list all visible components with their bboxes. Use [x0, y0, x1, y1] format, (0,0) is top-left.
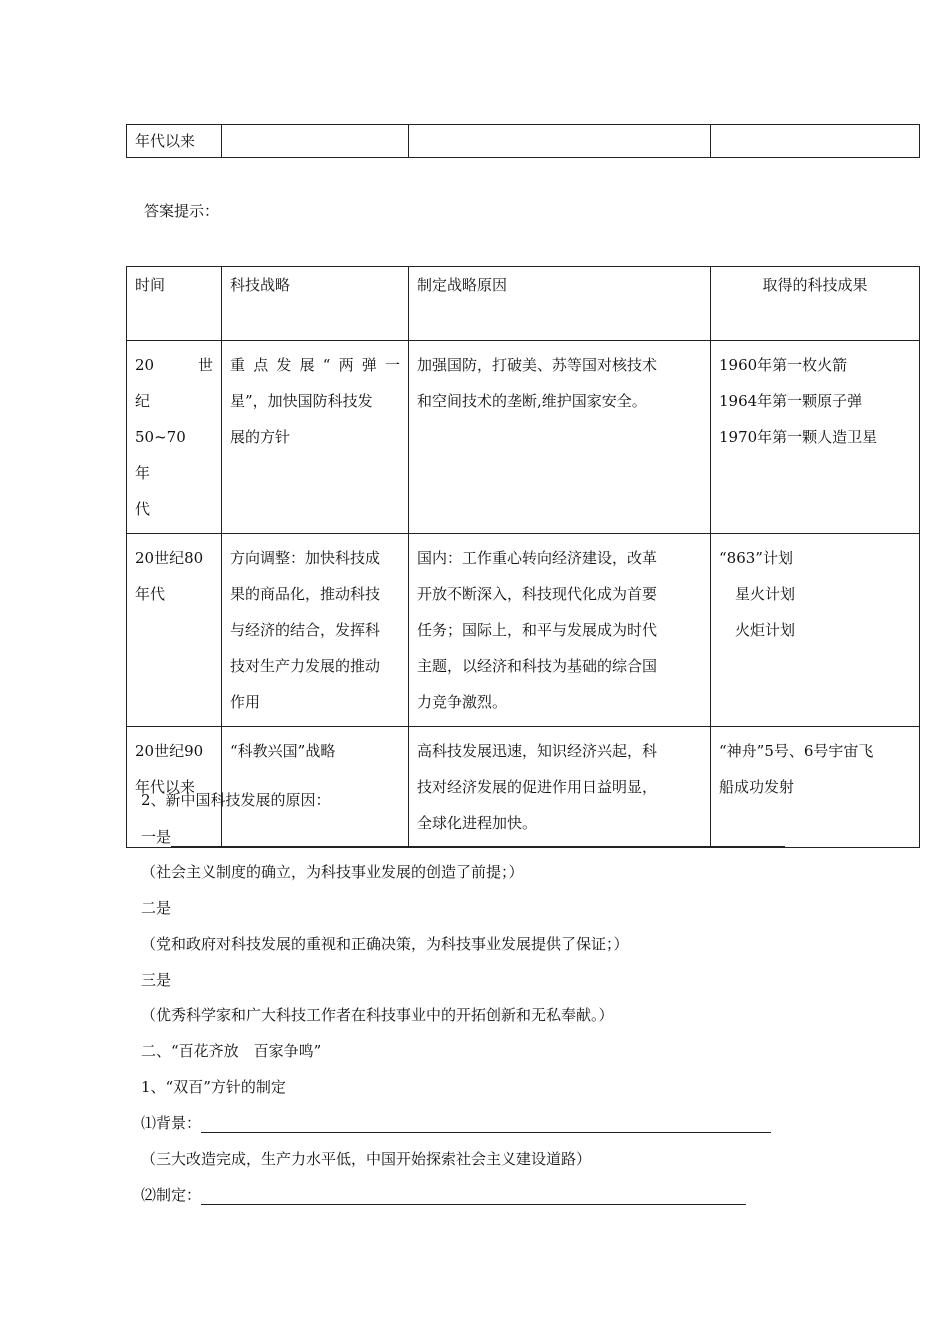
cell-line: 主题，以经济和科技为基础的综合国: [417, 657, 658, 675]
cell-line: 年代: [135, 585, 166, 603]
table-row: [127, 125, 920, 158]
cell-line: 高科技发展迅速，知识经济兴起，科: [417, 742, 658, 760]
table-row: [127, 534, 920, 727]
cell-line: 50~70 年: [135, 428, 201, 482]
line-label: ⑴背景：: [141, 1114, 202, 1132]
cell-achievements: [711, 341, 920, 534]
cell-line: 1960年第一枚火箭: [719, 356, 848, 374]
cell-line: 技对生产力发展的推动: [230, 657, 381, 675]
line-label: 一是: [141, 828, 172, 846]
cell-line: 年代以来: [135, 778, 196, 796]
fill-line-label: 三是: [141, 971, 172, 989]
answer-blank[interactable]: [201, 1188, 746, 1205]
answer-hint: （社会主义制度的确立，为科技事业发展的创造了前提；）: [141, 863, 524, 881]
table-cell: [222, 125, 409, 158]
cell-line: 作用: [230, 693, 261, 711]
cell-line: 和空间技术的垄断,维护国家安全。: [417, 392, 647, 410]
cell-line: “神舟”5号、6号宇宙飞: [719, 742, 874, 760]
table-cell: 年代以来: [127, 125, 222, 158]
answer-hint: （优秀科学家和广大科技工作者在科技事业中的开拓创新和无私奉献。）: [141, 1006, 614, 1024]
cell-line: 任务；国际上，和平与发展成为时代: [417, 621, 658, 639]
section-heading: 2、新中国科技发展的原因：: [141, 791, 331, 809]
cell-line: 星”，加快国防科技发: [230, 392, 373, 410]
cell-line: 1964年第一颗原子弹: [719, 392, 863, 410]
table-row: [127, 341, 920, 534]
cell-strategy: [222, 341, 409, 534]
cell-line: “科教兴国”战略: [230, 742, 336, 760]
cell-line: 20 世 纪: [135, 356, 229, 410]
table-cell: [409, 125, 711, 158]
cell-line: 开放不断深入，科技现代化成为首要: [417, 585, 658, 603]
cell-line: 星火计划: [735, 585, 796, 603]
fill-line: [141, 827, 785, 847]
section-heading: 二、“百花齐放 百家争鸣”: [141, 1042, 322, 1060]
answer-table: [126, 266, 920, 848]
table-cell: [711, 125, 920, 158]
cell-reason: [409, 534, 711, 727]
cell-line: 与经济的结合，发挥科: [230, 621, 381, 639]
answer-hint: （三大改造完成，生产力水平低，中国开始探索社会主义建设道路）: [141, 1150, 592, 1168]
cell-line: 代: [135, 500, 151, 518]
cell-line: 重点发展“两弹一: [230, 356, 400, 374]
header-strategy: 科技战略: [222, 267, 409, 341]
previous-table-fragment: [126, 124, 920, 158]
answer-blank[interactable]: [201, 1116, 771, 1133]
header-reason: 制定战略原因: [409, 267, 711, 341]
answer-label: 答案提示：: [144, 202, 220, 220]
cell-line: 国内：工作重心转向经济建设，改革: [417, 549, 658, 567]
cell-line: 船成功发射: [719, 778, 795, 796]
line-label: ⑵制定：: [141, 1186, 202, 1204]
cell-line: 展的方针: [230, 428, 291, 446]
cell-achievements: [711, 534, 920, 727]
fill-line-label: 二是: [141, 899, 172, 917]
cell-time: [127, 534, 222, 727]
cell-line: 20世纪90: [135, 742, 204, 760]
header-achievements: 取得的科技成果: [711, 267, 920, 341]
subsection-heading: 1、“双百”方针的制定: [141, 1078, 286, 1096]
cell-line: 火炬计划: [735, 621, 796, 639]
cell-line: 20世纪80: [135, 549, 204, 567]
cell-strategy: [222, 534, 409, 727]
fill-line: [141, 1113, 771, 1133]
cell-line: 技对经济发展的促进作用日益明显，: [417, 778, 658, 796]
fill-line: [141, 1185, 746, 1205]
table-header-row: [127, 267, 920, 341]
answer-hint: （党和政府对科技发展的重视和正确决策，为科技事业发展提供了保证；）: [141, 935, 629, 953]
cell-line: 加强国防，打破美、苏等国对核技术: [417, 356, 658, 374]
cell-line: “863”计划: [719, 549, 793, 567]
cell-line: 力竞争激烈。: [417, 693, 508, 711]
cell-line: 方向调整：加快科技成: [230, 549, 381, 567]
answer-blank[interactable]: [171, 830, 785, 847]
header-time: 时间: [127, 267, 222, 341]
cell-line: 全球化进程加快。: [417, 814, 538, 832]
cell-reason: [409, 341, 711, 534]
cell-line: 1970年第一颗人造卫星: [719, 428, 878, 446]
cell-line: 果的商品化，推动科技: [230, 585, 381, 603]
cell-time: [127, 341, 229, 534]
